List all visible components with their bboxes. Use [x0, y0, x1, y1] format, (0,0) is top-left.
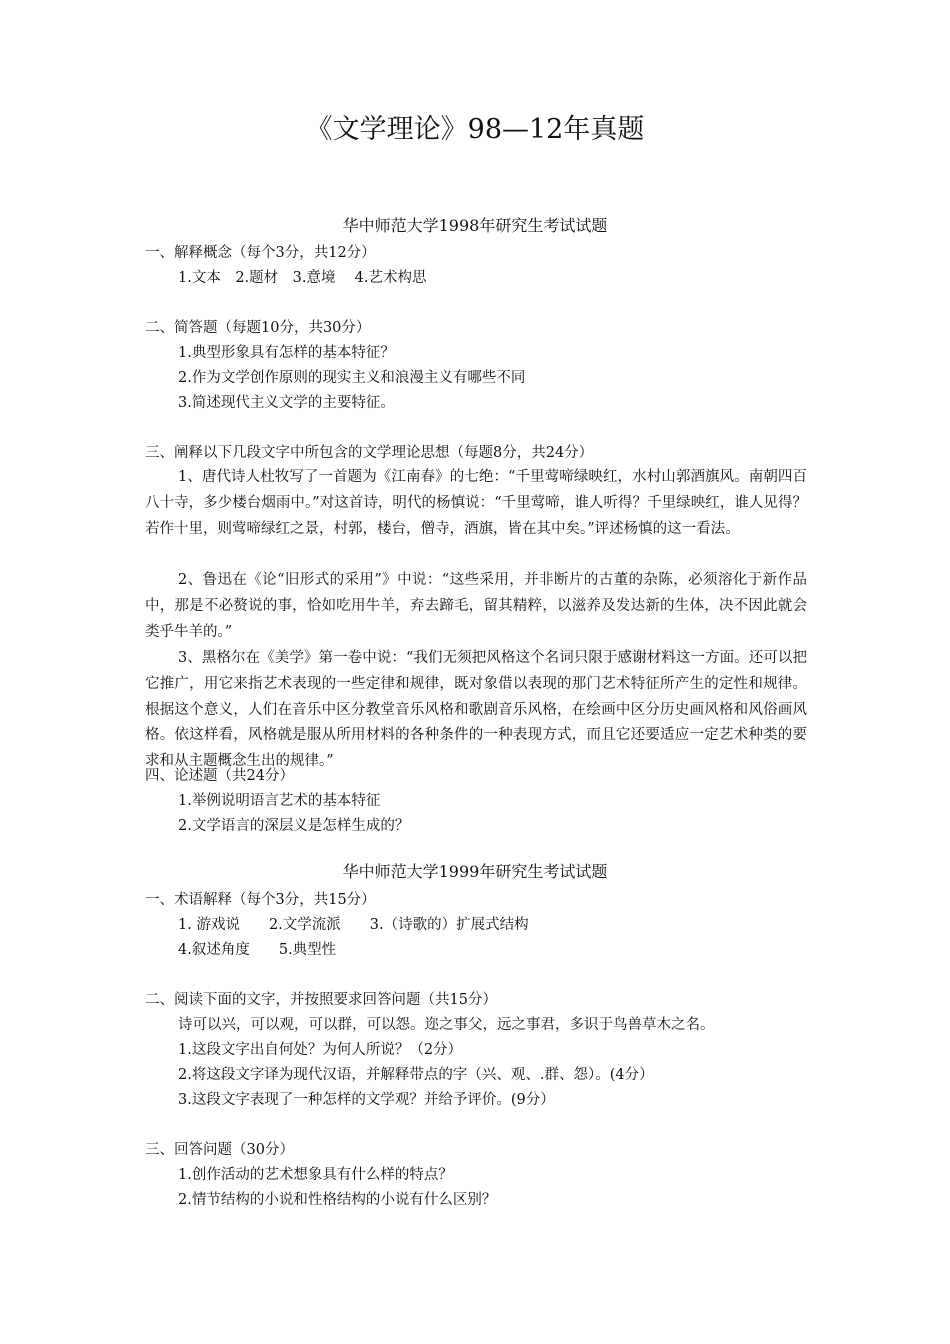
- question-item: 1.这段文字出自何处？为何人所说？（2分）: [178, 1042, 463, 1058]
- paper-title-1998: 华中师范大学1998年研究生考试试题: [342, 216, 608, 235]
- question-item: 4.叙述角度 5.典型性: [178, 942, 337, 958]
- section-heading: 二、阅读下面的文字，并按照要求回答问题（共15分）: [145, 992, 497, 1008]
- paper-title-1999: 华中师范大学1999年研究生考试试题: [342, 862, 608, 881]
- question-item: 2.情节结构的小说和性格结构的小说有什么区别？: [178, 1192, 497, 1208]
- question-item: 2.将这段文字译为现代汉语，并解释带点的字（兴、观、.群、怨）。(4分）: [178, 1067, 654, 1083]
- question-item: 1.典型形象具有怎样的基本特征？: [178, 345, 395, 361]
- question-item: 3.这段文字表现了一种怎样的文学观？并给予评价。(9分）: [178, 1092, 555, 1108]
- section-heading: 三、回答问题（30分）: [145, 1142, 294, 1158]
- section-heading: 二、简答题（每题10分，共30分）: [145, 320, 371, 336]
- question-item: 1.举例说明语言艺术的基本特征: [178, 793, 381, 809]
- section-heading: 一、术语解释（每个3分，共15分）: [145, 892, 376, 908]
- section-heading: 一、解释概念（每个3分，共12分）: [145, 245, 376, 261]
- question-item: 1. 游戏说 2.文学流派 3.（诗歌的）扩展式结构: [178, 917, 529, 933]
- question-item: 1.文本 2.题材 3.意境 4.艺术构思: [178, 270, 427, 286]
- question-item: 3.简述现代主义文学的主要特征。: [178, 395, 395, 411]
- section-heading: 四、论述题（共24分）: [145, 768, 294, 784]
- quote-paragraph: 3、黑格尔在《美学》第一卷中说：“我们无须把风格这个名词只限于感谢材料这一方面。还可以把它推广，用它来指艺术表现的一些定律和规律，既对象借以表现的那门艺术特征所产生的定性和规律。根据这个意义，人们在音乐中区分教堂音乐风格和歌剧音乐风格，在绘画中区分历史画风格和风俗画风格。依这样看，风格就是服从所用材料的各种条件的一种表现方式，而且它还要适应一定艺术种类的要求和从主题概念生出的规律。”: [145, 650, 807, 770]
- quote-paragraph: 2、鲁迅在《论“旧形式的采用”》中说：“这些采用，并非断片的古董的杂陈，必须溶化于新作品中，那是不必赘说的事，恰如吃用牛羊，弃去蹄毛，留其精粹，以滋养及发达新的生体，决不因此就会类乎牛羊的。”: [145, 572, 807, 640]
- quote-paragraph: 1、唐代诗人杜牧写了一首题为《江南春》的七绝：“千里莺啼绿映红，水村山郭酒旗风。南朝四百八十寺，多少楼台烟雨中。”对这首诗，明代的杨慎说：“千里莺啼，谁人听得？千里绿映红，谁人见得？若作十里，则莺啼绿红之景，村郭，楼台，僧寺，酒旗，皆在其中矣。”评述杨慎的这一看法。: [145, 469, 807, 537]
- question-item: 2.作为文学创作原则的现实主义和浪漫主义有哪些不同: [178, 370, 526, 386]
- question-item: 诗可以兴，可以观，可以群，可以怨。迩之事父，远之事君，多识于鸟兽草木之名。: [178, 1017, 715, 1033]
- question-item: 2.文学语言的深层义是怎样生成的？: [178, 818, 410, 834]
- section-heading: 三、阐释以下几段文字中所包含的文学理论思想（每题8分，共24分）: [145, 445, 594, 461]
- question-item: 1.创作活动的艺术想象具有什么样的特点？: [178, 1167, 453, 1183]
- document-title: 《文学理论》98—12年真题: [305, 114, 645, 145]
